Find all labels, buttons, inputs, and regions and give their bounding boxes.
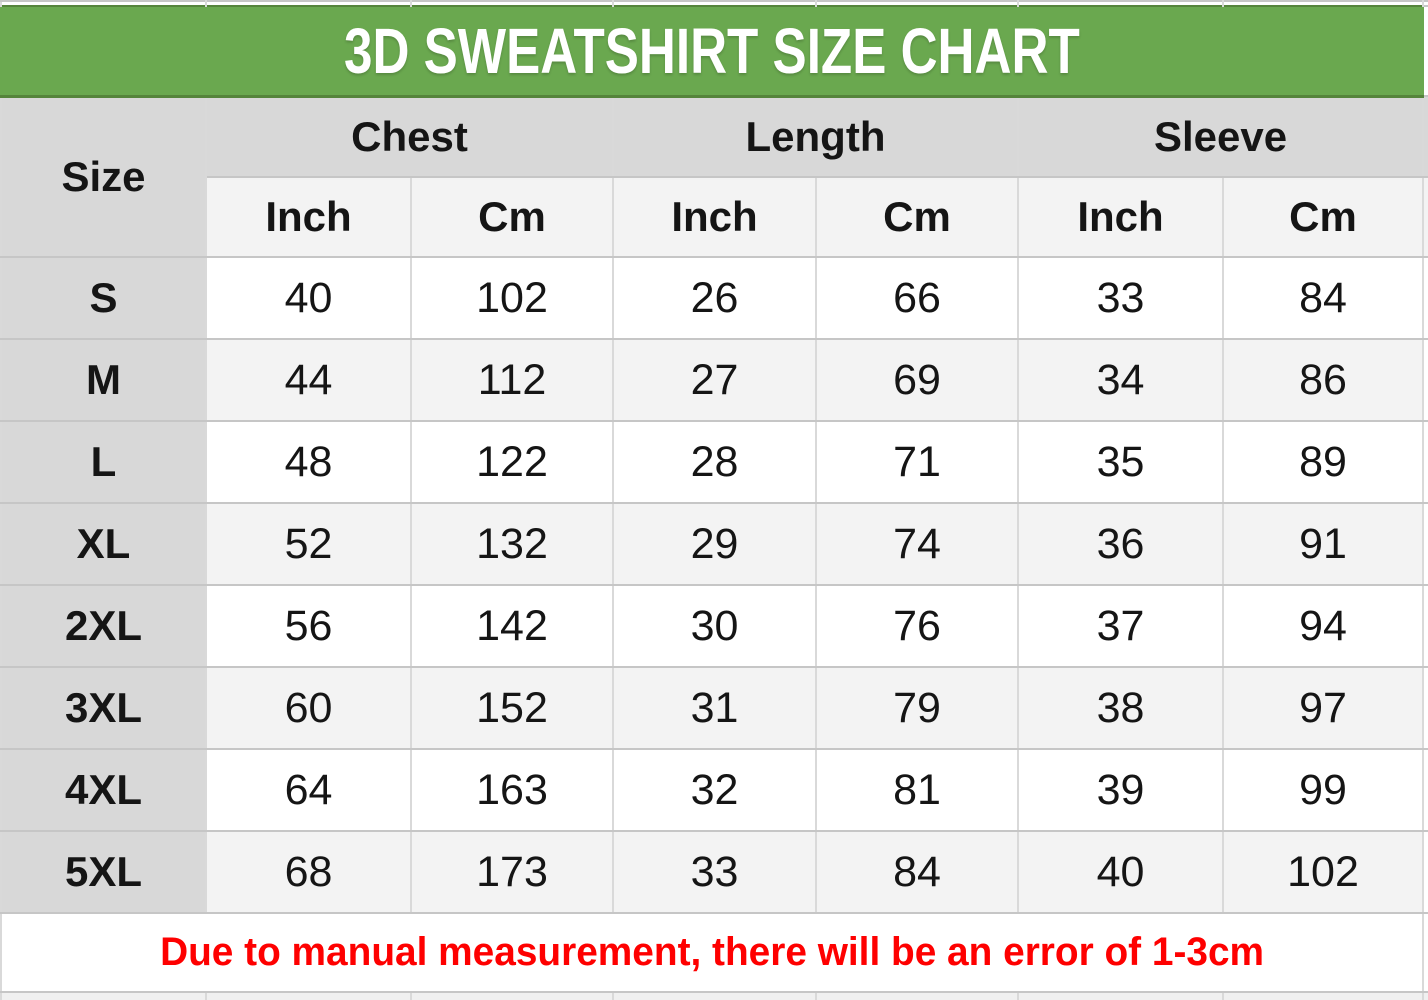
note-cell bbox=[1, 913, 1423, 992]
clipped-cell bbox=[1423, 339, 1428, 421]
value-cell: 71 bbox=[816, 421, 1018, 503]
col-header-sleeve: Sleeve bbox=[1018, 96, 1423, 177]
clipped-cell bbox=[206, 992, 411, 1000]
clipped-cell bbox=[1423, 6, 1428, 96]
table-row-l bbox=[1, 421, 1428, 503]
value-cell: 52 bbox=[206, 503, 411, 585]
value-cell: 29 bbox=[613, 503, 816, 585]
value-cell: 35 bbox=[1018, 421, 1223, 503]
col-header-size: Size bbox=[1, 96, 206, 257]
unit-header-length-cm: Cm bbox=[816, 177, 1018, 257]
value-cell: 102 bbox=[1223, 831, 1423, 913]
note-row bbox=[1, 913, 1428, 992]
value-cell: 163 bbox=[411, 749, 613, 831]
value-cell: 27 bbox=[613, 339, 816, 421]
clipped-cell bbox=[1423, 831, 1428, 913]
clipped-cell bbox=[613, 992, 816, 1000]
value-cell: 84 bbox=[816, 831, 1018, 913]
value-cell: 76 bbox=[816, 585, 1018, 667]
col-header-chest: Chest bbox=[206, 96, 613, 177]
table-row-m bbox=[1, 339, 1428, 421]
clipped-cell bbox=[816, 992, 1018, 1000]
value-cell: 74 bbox=[816, 503, 1018, 585]
measurement-note: Due to manual measurement, there will be an error of 1-3cm bbox=[160, 930, 1264, 974]
value-cell: 44 bbox=[206, 339, 411, 421]
clipped-cell bbox=[1423, 749, 1428, 831]
value-cell: 84 bbox=[1223, 257, 1423, 339]
size-cell: L bbox=[1, 421, 206, 503]
value-cell: 28 bbox=[613, 421, 816, 503]
value-cell: 33 bbox=[1018, 257, 1223, 339]
value-cell: 33 bbox=[613, 831, 816, 913]
table-row-3xl bbox=[1, 667, 1428, 749]
value-cell: 32 bbox=[613, 749, 816, 831]
value-cell: 152 bbox=[411, 667, 613, 749]
clipped-row-below bbox=[1, 992, 1428, 1000]
value-cell: 68 bbox=[206, 831, 411, 913]
value-cell: 36 bbox=[1018, 503, 1223, 585]
value-cell: 37 bbox=[1018, 585, 1223, 667]
clipped-cell bbox=[1423, 667, 1428, 749]
unit-header-row bbox=[1, 177, 1428, 257]
size-cell: XL bbox=[1, 503, 206, 585]
clipped-cell bbox=[1018, 992, 1223, 1000]
value-cell: 56 bbox=[206, 585, 411, 667]
unit-header-sleeve-cm: Cm bbox=[1223, 177, 1423, 257]
value-cell: 69 bbox=[816, 339, 1018, 421]
value-cell: 94 bbox=[1223, 585, 1423, 667]
table-row-2xl bbox=[1, 585, 1428, 667]
clipped-cell bbox=[1423, 503, 1428, 585]
clipped-cell bbox=[1223, 992, 1423, 1000]
group-header-row bbox=[1, 96, 1428, 177]
value-cell: 91 bbox=[1223, 503, 1423, 585]
value-cell: 40 bbox=[206, 257, 411, 339]
unit-header-sleeve-inch: Inch bbox=[1018, 177, 1223, 257]
table-row-5xl bbox=[1, 831, 1428, 913]
value-cell: 26 bbox=[613, 257, 816, 339]
title-banner bbox=[1, 6, 1423, 96]
value-cell: 112 bbox=[411, 339, 613, 421]
clipped-cell bbox=[1423, 96, 1428, 177]
value-cell: 64 bbox=[206, 749, 411, 831]
title-banner-row bbox=[1, 6, 1428, 96]
size-cell: 3XL bbox=[1, 667, 206, 749]
value-cell: 66 bbox=[816, 257, 1018, 339]
table-row-xl bbox=[1, 503, 1428, 585]
value-cell: 34 bbox=[1018, 339, 1223, 421]
table-row-s bbox=[1, 257, 1428, 339]
clipped-cell bbox=[1423, 257, 1428, 339]
size-cell: S bbox=[1, 257, 206, 339]
value-cell: 132 bbox=[411, 503, 613, 585]
value-cell: 81 bbox=[816, 749, 1018, 831]
value-cell: 31 bbox=[613, 667, 816, 749]
size-cell: 4XL bbox=[1, 749, 206, 831]
value-cell: 48 bbox=[206, 421, 411, 503]
clipped-cell bbox=[1423, 177, 1428, 257]
unit-header-chest-inch: Inch bbox=[206, 177, 411, 257]
value-cell: 40 bbox=[1018, 831, 1223, 913]
page-title: 3D SWEATSHIRT SIZE CHART bbox=[344, 14, 1080, 87]
value-cell: 89 bbox=[1223, 421, 1423, 503]
size-cell: 5XL bbox=[1, 831, 206, 913]
clipped-cell bbox=[1423, 421, 1428, 503]
value-cell: 60 bbox=[206, 667, 411, 749]
value-cell: 38 bbox=[1018, 667, 1223, 749]
value-cell: 102 bbox=[411, 257, 613, 339]
size-cell: 2XL bbox=[1, 585, 206, 667]
value-cell: 79 bbox=[816, 667, 1018, 749]
unit-header-length-inch: Inch bbox=[613, 177, 816, 257]
value-cell: 97 bbox=[1223, 667, 1423, 749]
value-cell: 173 bbox=[411, 831, 613, 913]
clipped-cell bbox=[1423, 992, 1428, 1000]
table-row-4xl bbox=[1, 749, 1428, 831]
value-cell: 99 bbox=[1223, 749, 1423, 831]
value-cell: 142 bbox=[411, 585, 613, 667]
value-cell: 122 bbox=[411, 421, 613, 503]
value-cell: 39 bbox=[1018, 749, 1223, 831]
clipped-cell bbox=[1, 992, 206, 1000]
clipped-cell bbox=[411, 992, 613, 1000]
value-cell: 86 bbox=[1223, 339, 1423, 421]
size-cell: M bbox=[1, 339, 206, 421]
clipped-cell bbox=[1423, 913, 1428, 992]
clipped-cell bbox=[1423, 585, 1428, 667]
unit-header-chest-cm: Cm bbox=[411, 177, 613, 257]
value-cell: 30 bbox=[613, 585, 816, 667]
col-header-length: Length bbox=[613, 96, 1018, 177]
